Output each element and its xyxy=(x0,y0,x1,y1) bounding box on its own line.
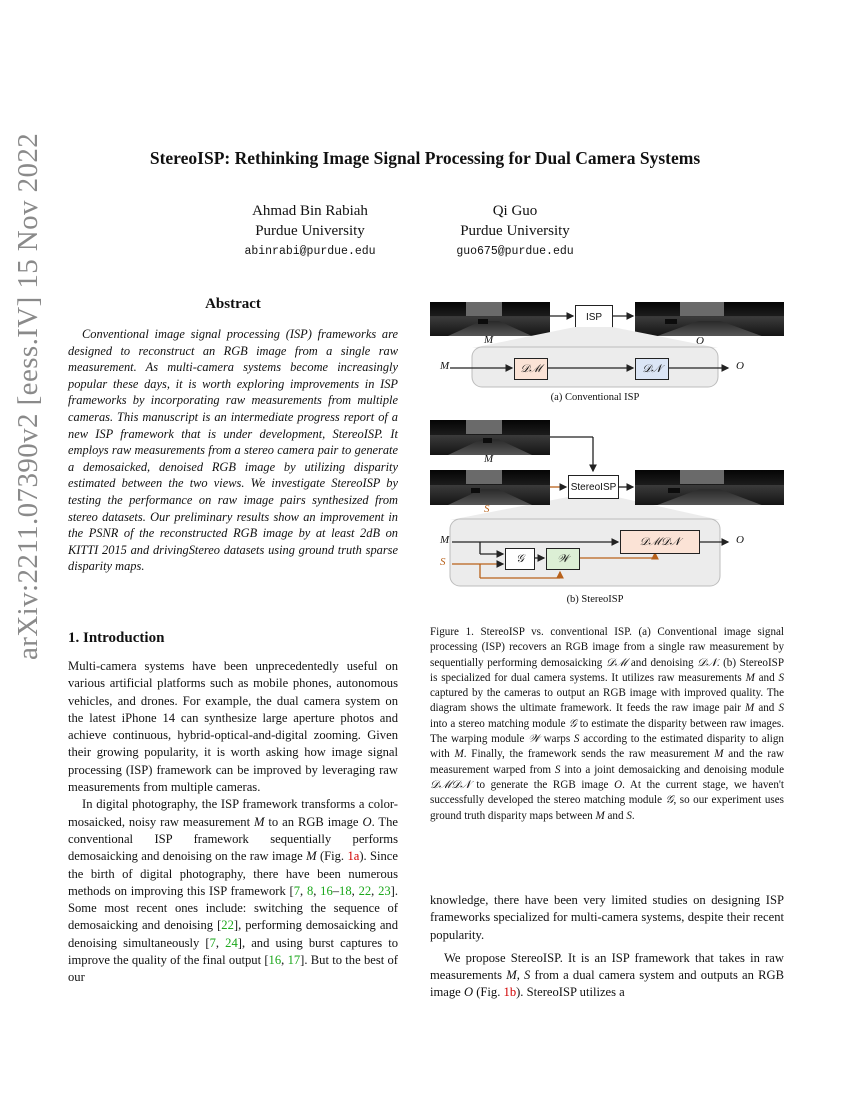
author-affiliation: Purdue University xyxy=(460,223,570,239)
author-block-1 xyxy=(220,201,400,262)
input-label-S: S xyxy=(440,556,446,568)
arxiv-stamp: arXiv:2211.07390v2 [eess.IV] 15 Nov 2022 xyxy=(12,132,44,660)
author-name: Qi Guo xyxy=(492,203,538,219)
denoise-module-box: 𝒟𝒩 xyxy=(635,358,669,380)
author-email[interactable]: abinrabi@purdue.edu xyxy=(244,245,376,258)
joint-demosaick-denoise-box: 𝒟ℳ𝒟𝒩 xyxy=(620,530,700,554)
input-label-M-b: M xyxy=(440,534,450,546)
author-block-2 xyxy=(425,201,605,262)
citation-link[interactable]: 24 xyxy=(225,935,238,950)
intro-paragraph-1: Multi-camera systems have been unprecedentedly useful on various artificial platforms such as mobile phones, autonomous vehicles, and drones. For example, the dual camera system on the latest iPhone 14 can synthesize large aperture photos and achieve continuous, hybrid-optical-and-digital zooming. Given their growing popularity, it is worth asking how image signal processing (ISP) framework can be improved by leveraging raw measurements from multiple cameras. xyxy=(68,659,398,795)
intro-paragraph-2: In digital photography, the ISP framework transforms a color-mosaicked, noisy raw measurement M to an RGB image O. The conventional ISP framework sequentially performs demosaicking and denoising on the raw image M (Fig. 1a). Since the birth of digital photography, there have been numerous methods on improving this ISP framework [7, 8, 16–18, 22, 23]. Some most recent ones include: switching the sequence of demosaicking and denoising [22], performing demosaicking and denoising simultaneously [7, 24], and using burst captures to improve the quality of the final output [16, 17]. But to the best of our xyxy=(68,797,399,985)
figure-ref-link[interactable]: 1a xyxy=(347,849,360,864)
output-label-O: O xyxy=(736,360,744,372)
subcaption-a: (a) Conventional ISP xyxy=(550,392,640,403)
stereoisp-box: StereoISP xyxy=(568,475,619,499)
raw-image-M-b xyxy=(430,420,550,455)
citation-link[interactable]: 22 xyxy=(221,918,234,933)
abstract-body: Conventional image signal processing (ISP) frameworks are designed to reconstruct an RGB image from a single raw measurement. As multi-camera systems become increasingly popular these days, it is worth exploring improvements in ISP frameworks by incorporating raw measurements from multiple cameras. This manuscript is an intermediate progress report of a new ISP framework that is under development, StereoISP. It employs raw measurements from a stereo camera pair to generate a demosaicked, denoised RGB image by utilizing disparity estimated between the two views. We investigate StereoISP by testing the performance on raw image pairs synthesized from stereo datasets. Our preliminary results show an improvement in the PSNR of the reconstructed RGB image by at least 2dB on KITTI 2015 and drivingStereo datasets using ground truth sparse disparity maps. xyxy=(68,327,398,574)
demosaick-module-box: 𝒟ℳ xyxy=(514,358,548,380)
citation-link[interactable]: 16 xyxy=(268,953,282,968)
rgb-image-O-b xyxy=(635,470,784,505)
figure-1 xyxy=(430,290,784,610)
output-label-O-b: O xyxy=(736,534,744,546)
right-column-text xyxy=(430,892,784,1002)
warping-module-box: 𝒲 xyxy=(546,548,580,570)
raw-image-S xyxy=(430,470,550,505)
symbol-M: M xyxy=(254,814,265,829)
citation-link[interactable]: 17 xyxy=(287,953,301,968)
intro-body xyxy=(68,658,398,987)
figure-ref-link[interactable]: 1b xyxy=(503,985,517,1000)
citation-link[interactable]: 16 xyxy=(320,883,333,898)
author-email[interactable]: guo675@purdue.edu xyxy=(456,245,574,258)
label-S: S xyxy=(484,503,490,515)
label-O: O xyxy=(696,335,704,347)
citation-link[interactable]: 7 xyxy=(293,883,301,898)
symbol-O: O xyxy=(362,814,372,829)
paper-title: StereoISP: Rethinking Image Signal Processing for Dual Camera Systems xyxy=(149,148,701,168)
proposal-paragraph: We propose StereoISP. It is an ISP framework that takes in raw measurements M, S from a dual camera system and outputs an RGB image O (Fig. 1b). StereoISP utilizes a xyxy=(430,950,784,1000)
label-M: M xyxy=(484,334,494,346)
input-label-M: M xyxy=(440,360,450,372)
citation-link[interactable]: 7 xyxy=(209,935,216,950)
author-affiliation: Purdue University xyxy=(255,223,365,239)
abstract-heading: Abstract xyxy=(205,296,261,312)
citation-link[interactable]: 8 xyxy=(306,883,314,898)
label-M-b: M xyxy=(484,453,494,465)
continuation-paragraph: knowledge, there have been very limited studies on designing ISP frameworks specialized for multi-camera systems, despite their recent popularity. xyxy=(430,893,784,942)
citation-link[interactable]: 23 xyxy=(378,883,391,898)
author-name: Ahmad Bin Rabiah xyxy=(252,203,368,219)
stereo-matching-box: 𝒢 xyxy=(505,548,535,570)
isp-box: ISP xyxy=(575,305,613,329)
figure-caption: Figure 1. StereoISP vs. conventional ISP. (a) Conventional image signal processing (ISP) recovers an RGB image from a single raw measurement by sequentially performing demosaicking 𝒟ℳ and denoising 𝒟𝒩. (b) StereoISP is specialized for dual camera systems. It utilizes raw measurements M and S captured by the cameras to output an RGB image with improved quality. The diagram shows the ultimate framework. It feeds the raw image pair M and S into a stereo matching module 𝒢 to estimate the disparity between raw images. The warping module 𝒲 warps S according to the estimated disparity to align with M. Finally, the framework sends the raw measurement M and the raw measurement warped from S into a joint demosaicking and denoising module 𝒟ℳ𝒟𝒩 to generate the RGB image O. At the current stage, we haven't successfully developed the stereo matching module 𝒢, so our experiment uses ground truth disparity maps between M and S. xyxy=(430,626,785,822)
subcaption-b: (b) StereoISP xyxy=(566,594,624,605)
citation-link[interactable]: 18 xyxy=(339,883,352,898)
intro-heading: 1. Introduction xyxy=(68,630,165,646)
symbol-M: M xyxy=(306,849,317,864)
citation-link[interactable]: 22 xyxy=(358,883,372,898)
